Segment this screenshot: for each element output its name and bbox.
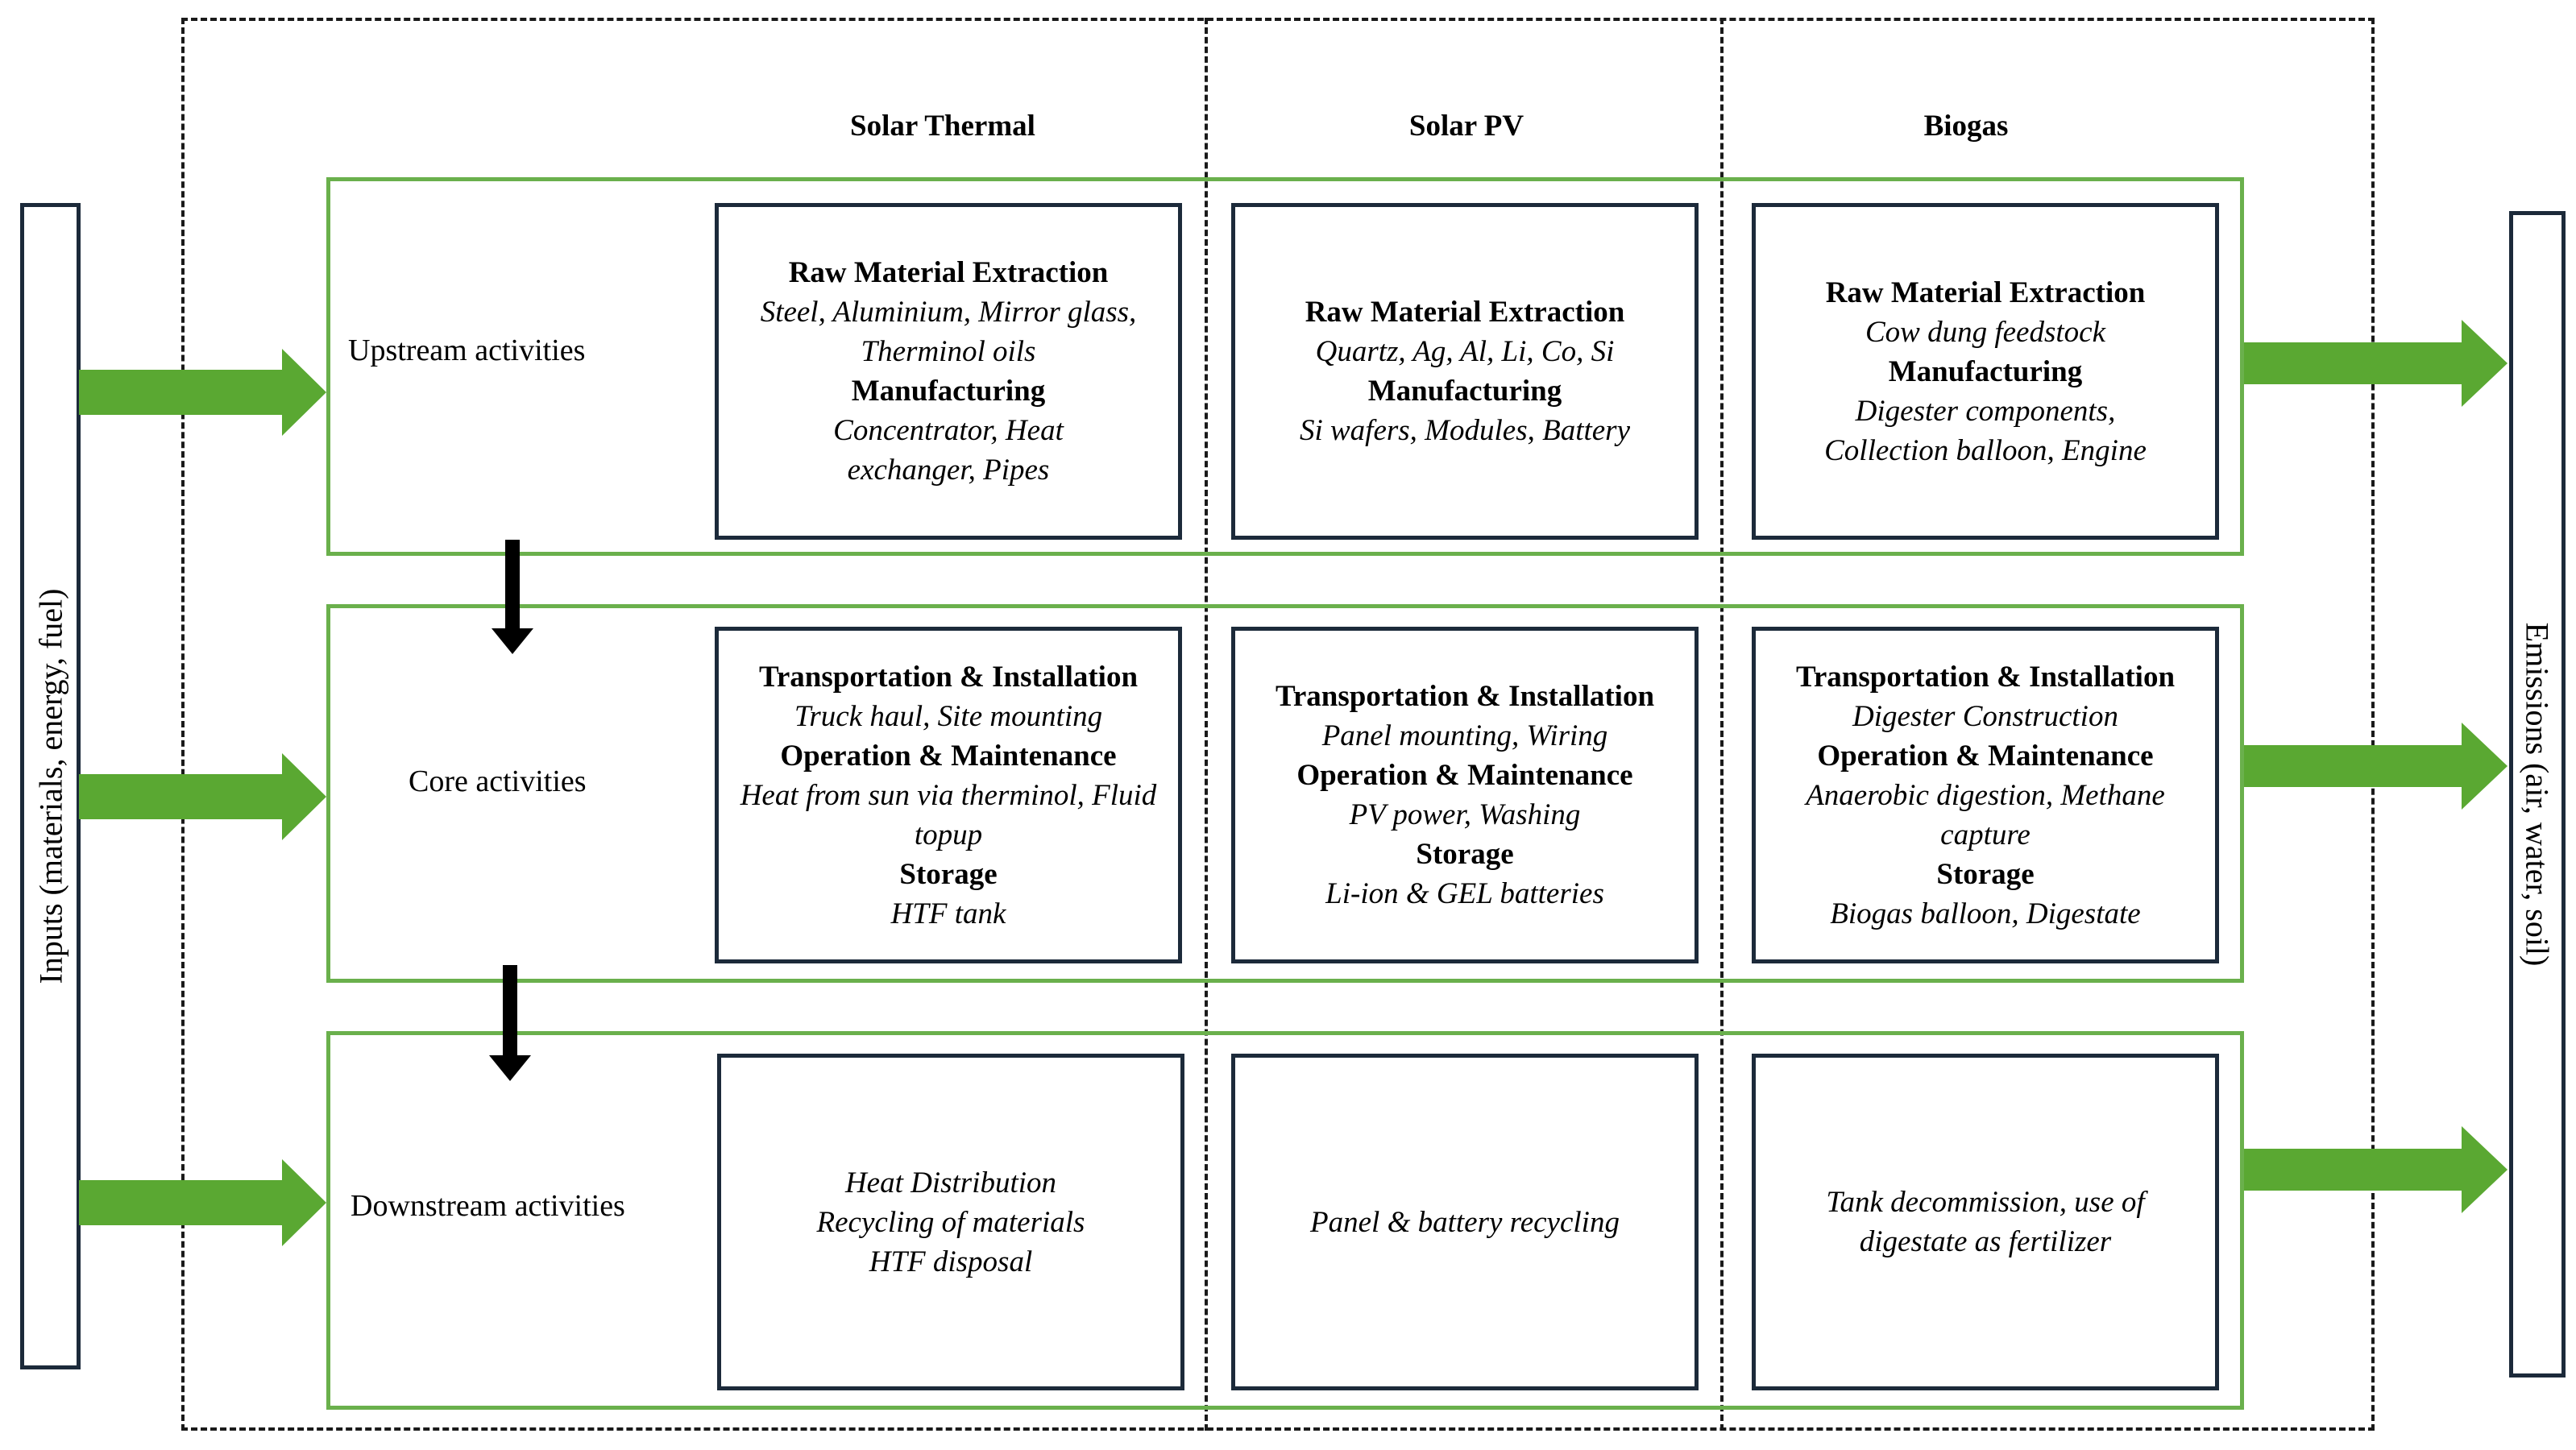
stage-label-core: Core activities <box>409 764 587 798</box>
card-heading: Transportation & Installation <box>758 660 1139 694</box>
card-items: Heat from sun via therminol, Fluid topup <box>740 778 1157 851</box>
card-items: Anaerobic digestion, Methane capture <box>1806 778 2165 851</box>
stage-label-downstream: Downstream activities <box>351 1189 625 1223</box>
column-header-solar-thermal: Solar Thermal <box>850 110 1035 143</box>
input-arrow-core <box>79 753 326 840</box>
input-arrow-upstream <box>79 349 326 436</box>
card-heading: Storage <box>1936 857 2035 891</box>
card-items: Tank decommission, use of digestate as fertilizer <box>1826 1186 2145 1258</box>
card-heading: Transportation & Installation <box>1795 660 2176 694</box>
flow-arrow-core-to-downstream <box>489 965 531 1081</box>
card-items: Biogas balloon, Digestate <box>1830 897 2141 930</box>
emission-arrow-downstream <box>2244 1126 2508 1213</box>
inputs-label: Inputs (materials, energy, fuel) <box>32 588 68 984</box>
card-heading: Operation & Maintenance <box>780 739 1117 773</box>
card-heading: Storage <box>899 857 998 891</box>
card-heading: Operation & Maintenance <box>1296 759 1633 792</box>
column-header-biogas: Biogas <box>1923 110 2009 143</box>
card-heading: Raw Material Extraction <box>788 256 1109 289</box>
card-items: Panel mounting, Wiring <box>1321 719 1608 752</box>
card-heading: Operation & Maintenance <box>1817 739 2154 773</box>
card-items: HTF tank <box>890 897 1006 930</box>
card-items: PV power, Washing <box>1349 798 1581 831</box>
card-items: Si wafers, Modules, Battery <box>1299 414 1631 447</box>
card-items: Heat Distribution <box>844 1166 1057 1199</box>
emission-arrow-core <box>2244 723 2508 810</box>
card-items: Cow dung feedstock <box>1865 315 2105 349</box>
card-items: HTF disposal <box>869 1245 1033 1278</box>
card-heading: Transportation & Installation <box>1275 680 1655 713</box>
card-heading: Raw Material Extraction <box>1825 276 2146 309</box>
emission-arrow-upstream <box>2244 320 2508 407</box>
card-heading: Manufacturing <box>1888 354 2083 388</box>
card-heading: Storage <box>1416 838 1514 871</box>
card-items: Quartz, Ag, Al, Li, Co, Si <box>1315 335 1615 368</box>
card-items: Steel, Aluminium, Mirror glass, Therminol oils <box>760 296 1137 368</box>
card-items: Truck haul, Site mounting <box>794 699 1103 733</box>
flow-arrow-upstream-to-core <box>492 540 533 654</box>
card-heading: Raw Material Extraction <box>1305 296 1625 329</box>
card-items: Panel & battery recycling <box>1310 1205 1620 1239</box>
card-items: Digester components, Collection balloon, Engine <box>1824 394 2147 467</box>
card-items: Li-ion & GEL batteries <box>1325 877 1604 910</box>
emissions-label: Emissions (air, water, soil) <box>2519 622 2556 967</box>
card-heading: Manufacturing <box>851 375 1046 408</box>
card-heading: Manufacturing <box>1367 375 1562 408</box>
input-arrow-downstream <box>79 1159 326 1246</box>
card-items: Recycling of materials <box>816 1205 1085 1239</box>
card-items: Concentrator, Heat exchanger, Pipes <box>833 414 1064 487</box>
column-header-solar-pv: Solar PV <box>1408 110 1524 143</box>
card-items: Digester Construction <box>1852 699 2118 733</box>
stage-label-upstream: Upstream activities <box>348 334 586 367</box>
